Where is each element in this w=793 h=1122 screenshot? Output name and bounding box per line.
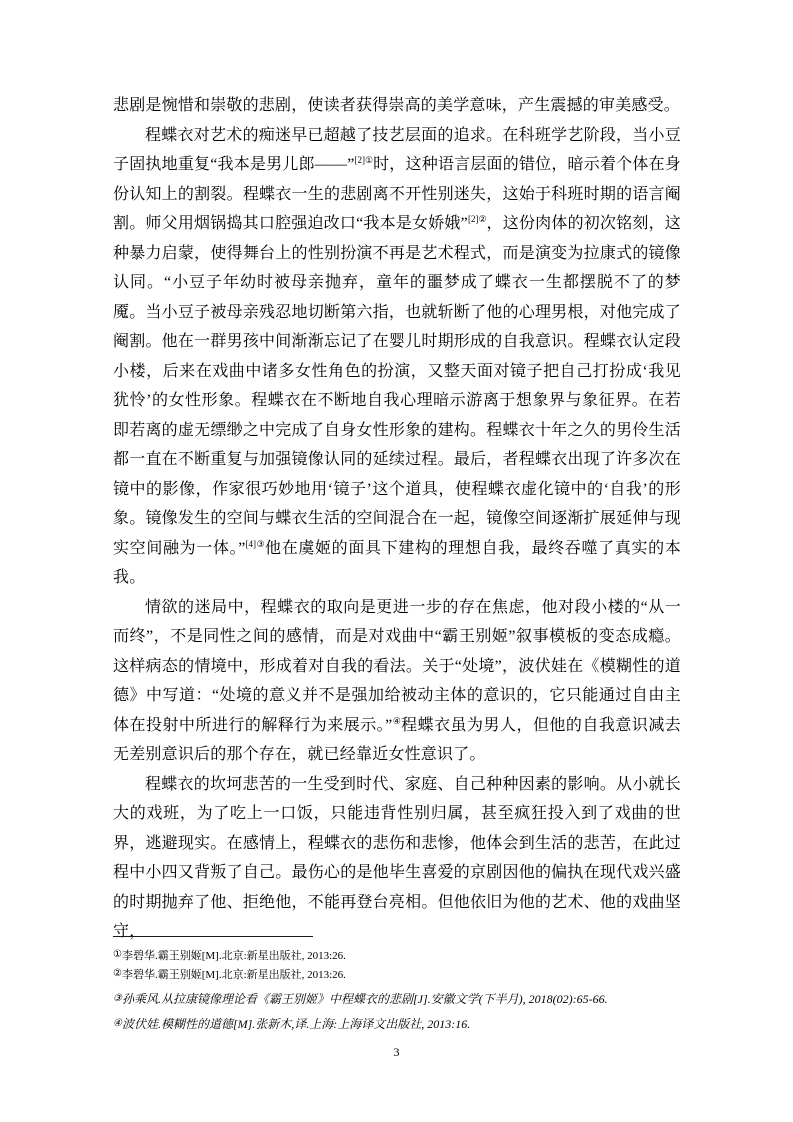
- document-body: [113, 91, 681, 947]
- footnote-text: 李碧华.霸王别姬[M].北京:新星出版社, 2013:26.: [121, 969, 346, 981]
- footnote-marker: ④: [113, 1018, 122, 1029]
- text-segment: 程蝶衣虽为男人，但他的自我意识减去无差别意识后的那个存在，就已经靠近女性意识了。: [113, 716, 681, 763]
- citation-superscript: [4]③: [245, 538, 266, 549]
- footnote: [113, 1014, 681, 1034]
- text-segment: ，这份肉体的初次铭刻，这种暴力启蒙，使得舞台上的性别扮演不再是艺术程式，而是演变为拉康式的镜像认同。“小豆子年幼时被母亲抛弃，童年的噩梦成了蝶衣一生都摆脱不了的梦魇。当小豆子被母亲残忍地切断第六指，也就斩断了他的心理男根，对他完成了阉割。他在一群男孩中间渐渐忘记了在婴儿时期形成的自我意识。程蝶衣认定段小楼，后来在戏曲中诸多女性角色的扮演，又整天面对镜子把自己打扮成‘我见犹怜’的女性形象。程蝶衣在不断地自我心理暗示游离于想象界与象征界。在若即若离的虚无缥缈之中完成了自身女性形象的建构。程蝶衣十年之久的男伶生活都一直在不断重复与加强镜像认同的延续过程。最后，者程蝶衣出现了许多次在镜中的影像，作家很巧妙地用‘镜子’这个道具，使程蝶衣虚化镜中的‘自我’的形象。镜像发生的空间与蝶衣生活的空间混合在一起，镜像空间逐渐扩展延伸与现实空间融为一体。”: [113, 215, 682, 557]
- footnote-text: 李碧华.霸王别姬[M].北京:新星出版社, 2013:26.: [121, 950, 346, 962]
- footnote-text: 孙乘风.从拉康镜像理论看《霸王别姬》中程蝶衣的悲剧[J].安徽文学(下半月), 2018(02):65-66.: [121, 992, 608, 1006]
- text-segment: 程蝶衣对艺术的痴迷早已超越了技艺层面的追求。在科班学艺阶段，当小豆子固执地重复“我本是男儿郎——”: [113, 126, 681, 173]
- footnote-marker: ③: [113, 993, 122, 1004]
- text-segment: 悲剧是惋惜和崇敬的悲剧，使读者获得崇高的美学意味，产生震撼的审美感受。: [113, 97, 681, 114]
- paragraph: [113, 121, 681, 593]
- page-number: 3: [393, 1045, 400, 1059]
- page-footer: [0, 1044, 793, 1060]
- citation-superscript: [2]②: [467, 214, 487, 224]
- footnote: [113, 989, 681, 1009]
- footnote-marker: ②: [113, 968, 122, 979]
- footnote: [113, 965, 681, 984]
- footnote: [113, 946, 681, 965]
- paragraph: [113, 593, 681, 770]
- text-segment: 他在虞姬的面具下建构的理想自我，最终吞噬了真实的本我。: [113, 539, 681, 586]
- citation-superscript: [2]①: [354, 155, 374, 165]
- text-segment: 情欲的迷局中，程蝶衣的取向是更进一步的存在焦虑，他对段小楼的“从一而终”，不是同性之间的感情，而是对戏曲中“霸王别姬”叙事模板的变态成瘾。这样病态的情境中，形成着对自我的看法。关于“处境”，波伏娃在《模糊性的道德》中写道：“处境的意义并不是强加给被动主体的意识的，它只能通过自由主体在投射中所进行的解释行为来展示。”: [113, 598, 681, 734]
- paragraph: [113, 770, 681, 947]
- text-segment: 时，这种语言层面的错位，暗示着个体在身份认知上的割裂。程蝶衣一生的悲剧离不开性别迷失，这始于科班时期的语言阉割。师父用烟锅捣其口腔强迫改口“我本是女娇娥”: [113, 156, 681, 232]
- footnote-separator: [113, 936, 313, 937]
- footnotes-section: [113, 946, 681, 1034]
- footnote-marker: ①: [113, 949, 122, 960]
- footnote-text: 波伏娃.模糊性的道德[M].张新木,译.上海:上海译文出版社, 2013:16.: [121, 1017, 471, 1031]
- citation-superscript: ④: [392, 715, 402, 726]
- paragraph-continuation: [113, 91, 681, 121]
- text-segment: 程蝶衣的坎坷悲苦的一生受到时代、家庭、自己种种因素的影响。从小就长大的戏班，为了吃上一口饭，只能违背性别归属，甚至疯狂投入到了戏曲的世界，逃避现实。在感情上，程蝶衣的悲伤和悲惨，他体会到生活的悲苦，在此过程中小四又背叛了自己。最伤心的是他毕生喜爱的京剧因他的偏执在现代戏兴盛的时期抛弃了他、拒绝他，不能再登台亮相。但他依旧为他的艺术、他的戏曲坚守，: [113, 775, 681, 940]
